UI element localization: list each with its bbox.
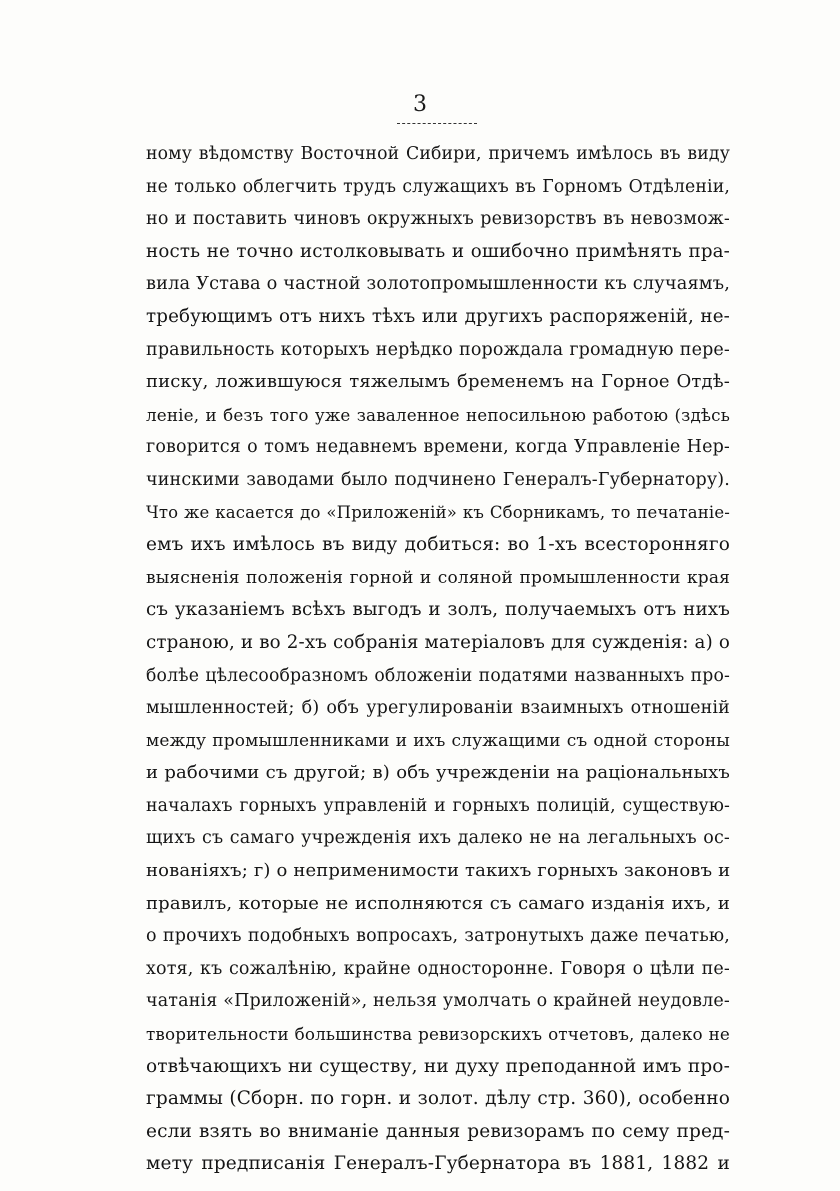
text-line: выясненія положенія горной и соляной промышленности края: [146, 567, 730, 588]
text-line: если взять во вниманіе данныя ревизорамъ по сему пред-: [146, 1120, 730, 1142]
text-line: правилъ, которые не исполняются съ самаго изданія ихъ, и: [146, 892, 730, 914]
text-line: болѣе цѣлесообразномъ обложеніи податями названныхъ про-: [146, 665, 730, 686]
page-number: 3: [413, 92, 427, 117]
text-line: творительности большинства ревизорскихъ отчетовъ, далеко не: [146, 1024, 730, 1045]
text-line: леніе, и безъ того уже заваленное непосильною работою (здѣсь: [146, 404, 730, 425]
text-line: писку, ложившуюся тяжелымъ бременемъ на Горное Отдѣ-: [146, 371, 730, 393]
text-line: о прочихъ подобныхъ вопросахъ, затронутыхъ даже печатью,: [146, 926, 730, 947]
text-line: Что же касается до «Приложеній» къ Сборникамъ, то печатаніе-: [146, 502, 730, 522]
text-line: нованіяхъ; г) о неприменимости такихъ горныхъ законовъ и: [146, 860, 730, 882]
header-rule: [397, 123, 477, 124]
text-line: граммы (Сборн. по горн. и золот. дѣлу стр. 360), особенно: [146, 1088, 730, 1110]
text-line: щихъ съ самаго учрежденія ихъ далеко не на легальныхъ ос-: [146, 828, 730, 849]
text-line: и рабочими съ другой; в) объ учрежденіи на раціональныхъ: [146, 762, 730, 784]
body-text: [146, 138, 730, 1181]
text-line: отвѣчающихъ ни существу, ни духу преподанной имъ про-: [146, 1055, 730, 1077]
text-line: хотя, къ сожалѣнію, крайне односторонне. Говоря о цѣли пе-: [146, 958, 730, 979]
text-line: требующимъ отъ нихъ тѣхъ или другихъ распоряженій, не-: [146, 305, 730, 327]
text-line: съ указаніемъ всѣхъ выгодъ и золъ, получаемыхъ отъ нихъ: [146, 599, 730, 621]
text-line: мышленностей; б) объ урегулированіи взаимныхъ отношеній: [146, 698, 730, 719]
text-line: страною, и во 2-хъ собранія матеріаловъ для сужденія: а) о: [146, 631, 730, 653]
text-line: но и поставить чиновъ окружныхъ ревизорствъ въ невозмож-: [146, 209, 730, 230]
text-line: ному вѣдомству Восточной Сибири, причемъ имѣлось въ виду: [146, 144, 730, 164]
text-line: чинскими заводами было подчинено Генералъ-Губернатору).: [146, 469, 730, 490]
text-line: чатанія «Приложеній», нельзя умолчать о крайней неудовле-: [146, 991, 730, 1012]
text-line: ность не точно истолковывать и ошибочно примѣнять пра-: [146, 240, 730, 262]
page-header: [0, 92, 840, 118]
text-line: говорится о томъ недавнемъ времени, когда Управленіе Нер-: [146, 437, 730, 458]
text-line: емъ ихъ имѣлось въ виду добиться: во 1-хъ всесторонняго: [146, 534, 730, 556]
text-line: между промышленниками и ихъ служащими съ одной стороны: [146, 730, 730, 751]
text-line: не только облегчить трудъ служащихъ въ Горномъ Отдѣленіи,: [146, 176, 730, 197]
text-line: мету предписанія Генералъ-Губернатора въ 1881, 1882 и: [146, 1153, 730, 1175]
text-line: началахъ горныхъ управленій и горныхъ полицій, существую-: [146, 795, 730, 816]
text-line: правильность которыхъ нерѣдко порождала громадную пере-: [146, 339, 730, 360]
text-line: вила Устава о частной золотопромышленности къ случаямъ,: [146, 274, 730, 295]
